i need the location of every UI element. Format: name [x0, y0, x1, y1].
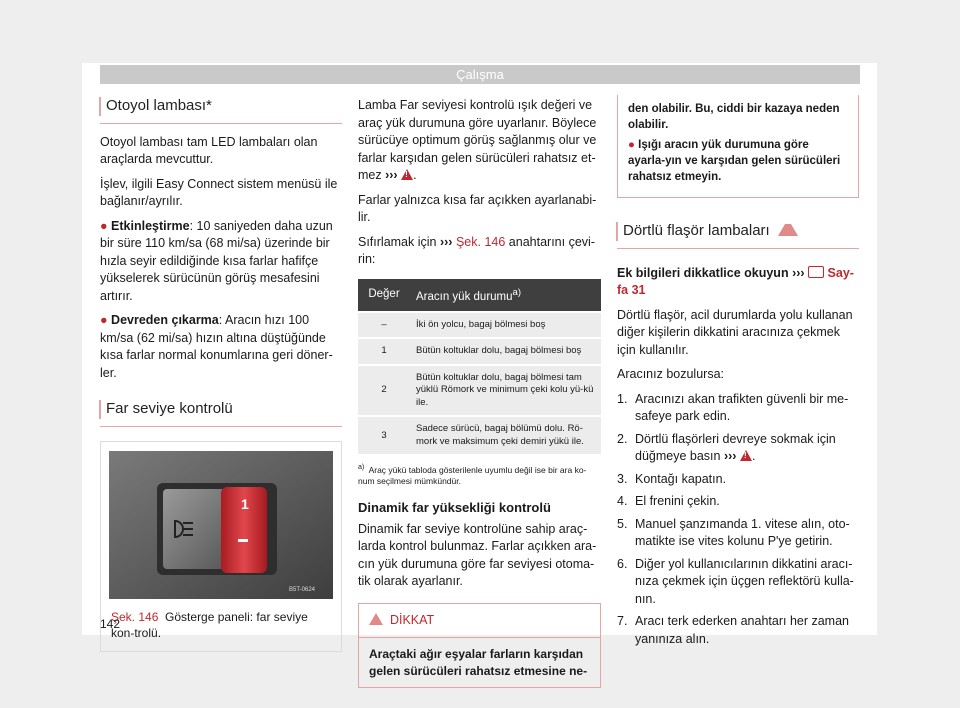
steps-list [617, 391, 859, 649]
list-item: 2. Dörtlü flaşörleri devreye sokmak için düğmeye basın ››› ! . [617, 431, 859, 466]
paragraph: İşlev, ilgili Easy Connect sistem menüsü ile bağlanır/ayrılır. [100, 176, 338, 208]
list-item: 4. El frenini çekin. [617, 494, 720, 508]
paragraph: Dörtlü flaşör, acil durumlarda yolu kullanan diğer kişilerin dikkatini aracınıza çekmek için kullanılır. [617, 307, 853, 357]
column-2 [358, 97, 601, 688]
knob-illustration [109, 451, 333, 599]
load-table [358, 279, 601, 455]
list-item: 1. Aracınızı akan trafikten güvenli bir me-safeye park edin. [617, 391, 849, 423]
table-row: 1 Bütün koltuklar dolu, bagaj bölmesi boş [358, 338, 601, 365]
bullet-dot-icon: ● [628, 139, 635, 151]
paragraph: Aracınız bozulursa: [617, 367, 724, 381]
page-number: 142 [100, 617, 121, 631]
warning-text: Araçtaki ağır eşyalar farların karşıdan gelen sürücüleri rahatsız etmesine ne- [369, 647, 588, 678]
book-icon [808, 266, 824, 278]
bullet-dot-icon: ● [100, 313, 108, 327]
table-row: 3 Sadece sürücü, bagaj bölümü dolu. Rö-mork ve maksimum çeki demiri yükü ile. [358, 416, 601, 454]
table-row: – İki ön yolcu, bagaj bölmesi boş [358, 312, 601, 339]
figure-link[interactable]: Şek. 146 [455, 234, 506, 249]
section-title-hazard-lights: Dörtlü flaşör lambaları [617, 222, 859, 249]
warning-box-continued: den olabilir. Bu, ciddi bir kazaya neden olabilir. ● Işığı aracın yük durumuna göre ayarla-yın ve karşıdan gelen sürücüleri rahatsız etmeyin. [617, 95, 859, 198]
page-link[interactable]: Say-fa 31 [617, 265, 854, 297]
list-item: 7. Aracı terk ederken anahtarı her zaman yanınıza alın. [617, 614, 850, 646]
warning-triangle-icon [778, 224, 798, 236]
list-item: 3. Kontağı kapatın. [617, 471, 727, 486]
headlight-level-knob-image [109, 451, 333, 599]
paragraph: Otoyol lambası tam LED lambaları olan araçlarda mevcuttur. [100, 134, 318, 166]
chapter-header: Çalışma [100, 65, 860, 84]
table-header-row [358, 279, 601, 312]
bullet-activation: ● Etkinleştirme: 10 saniyeden daha uzun bir süre 110 km/sa (68 mi/sa) üzerinde bir hızla seyir edildiğinde kısa farlar hafifçe yükselerek sürücünün görüş mesafesini artırır. [100, 218, 333, 303]
warning-triangle-icon [369, 613, 383, 625]
list-item: 5. Manuel şanzımanda 1. vitese alın, oto-matikte ise vites kolunu P'ye getirin. [617, 516, 850, 548]
warning-triangle-icon [401, 169, 413, 180]
table-footnote: $^{a)}$ Araç yükü tabloda gösterilenle uyumlu değil ise bir ara ko-num seçilmesi mümkündür. [358, 463, 587, 487]
bullet-deactivation: ● Devreden çıkarma: Aracın hızı 100 km/sa (62 mi/sa) hızın altına düştüğünde kısa farlar normal konumlarına geri döner-ler. [100, 313, 333, 380]
paragraph: Sıfırlamak için ››› Şek. 146 anahtarını çevi-rin: [358, 234, 595, 266]
paragraph: Dinamik far seviye kontrolüne sahip araç-larda kontrol bulunmaz. Farlar açıkken ara-cın yük durumuna göre far seviyesi otoma-tik olarak ayarlanır. [358, 521, 597, 589]
section-title-level-control: Far seviye kontrolü [100, 400, 342, 427]
read-more-note: Ek bilgileri dikkatlice okuyun ››› Say-fa 31 [617, 265, 854, 297]
section-title-highway-light: Otoyol lambası* [100, 97, 342, 124]
table-header: Değer [358, 279, 410, 312]
warning-triangle-icon [740, 450, 752, 461]
list-item: 6. Diğer yol kullanıcılarının dikkatini aracı-nıza çekmek için üçgen reflektörü kulla-nın. [617, 556, 854, 606]
paragraph: Lamba Far seviyesi kontrolü ışık değeri ve araç yük durumuna göre uyarlanır. Böylece sürücüye optimum görüş sağlanmış olur ve farlar karşıdan gelen sürücüleri rahatsız et-mez ››› ! . [358, 97, 601, 185]
warning-box [358, 603, 601, 689]
column-1 [100, 97, 342, 652]
svg-text:B5T-0624: B5T-0624 [289, 586, 316, 593]
table-row: 2 Bütün koltuklar dolu, bagaj bölmesi tam yüklü Römork ve minimum çeki kolu yü-kü ile. [358, 365, 601, 417]
subheading-dynamic: Dinamik far yüksekliği kontrolü [358, 500, 551, 516]
warning-header: DİKKAT [359, 604, 600, 639]
figure-146 [100, 441, 342, 652]
bullet-dot-icon: ● [100, 218, 108, 233]
paragraph: Farlar yalnızca kısa far açıkken ayarlanabi-lir. [358, 192, 597, 224]
svg-text:1: 1 [241, 495, 249, 512]
figure-caption: Şek. 146 Gösterge paneli: far seviye kon-trolü. [111, 609, 308, 640]
table-header: Aracın yük durumu$^{a)}$ [410, 279, 601, 312]
column-3 [617, 97, 859, 653]
